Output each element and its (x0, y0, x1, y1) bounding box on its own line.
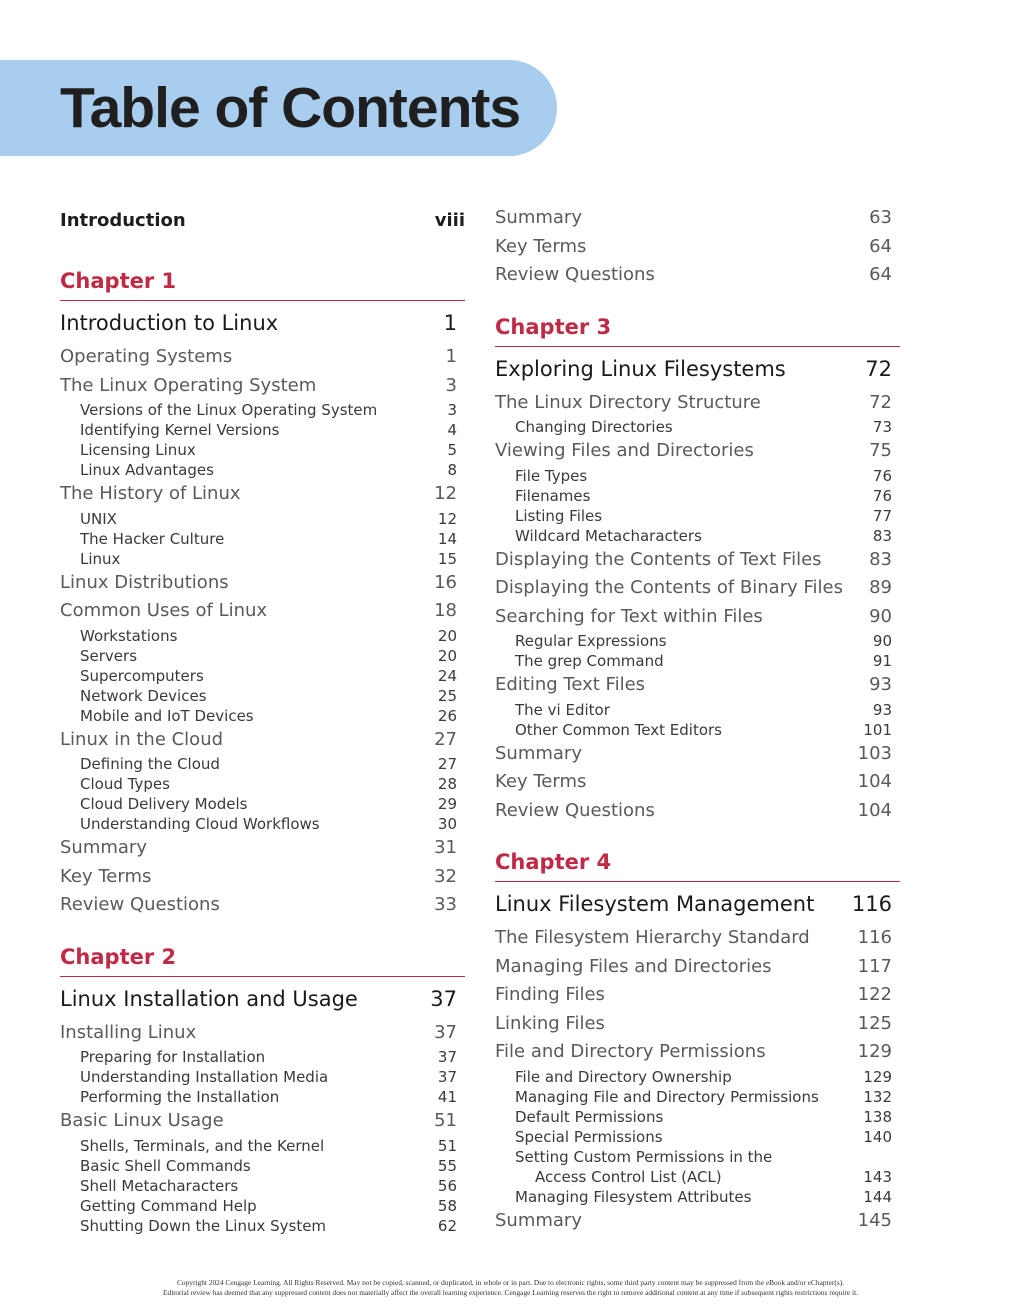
entry-page: 3 (447, 401, 457, 419)
entry-page: 83 (872, 526, 892, 545)
entry-label: Shutting Down the Linux System (80, 1216, 327, 1235)
entry-page: 62 (437, 1216, 457, 1235)
entry-page: 116 (857, 927, 892, 948)
toc-entry[interactable] (495, 437, 900, 466)
toc-entry[interactable] (495, 631, 900, 651)
toc-entry[interactable] (60, 1136, 465, 1156)
toc-entry[interactable] (495, 1127, 900, 1147)
toc-entry[interactable] (495, 526, 900, 546)
toc-entry[interactable] (60, 774, 465, 794)
toc-column-left (60, 206, 465, 1236)
toc-entry[interactable] (60, 646, 465, 666)
entry-label: Finding Files (495, 984, 605, 1005)
entry-page: 14 (437, 529, 457, 548)
entry-label: Managing File and Directory Permissions (515, 1087, 819, 1106)
entry-label: Viewing Files and Directories (495, 440, 754, 461)
entry-label: Other Common Text Editors (515, 720, 722, 739)
chapter-title: Introduction to Linux (60, 311, 279, 335)
entry-label: Summary (495, 207, 582, 228)
entry-label: Installing Linux (60, 1021, 197, 1043)
entry-page: 138 (863, 1107, 892, 1126)
chapter-title-entry[interactable] (60, 305, 465, 341)
chapter-page: 72 (865, 356, 892, 381)
entry-page: 18 (434, 600, 457, 621)
copyright-footer (0, 1278, 1021, 1298)
toc-entry[interactable] (495, 417, 900, 437)
entry-page: 73 (872, 418, 892, 436)
entry-label: Workstations (80, 626, 178, 645)
entry-page: 93 (869, 674, 892, 695)
entry-page: 3 (445, 374, 457, 396)
entry-label: Linking Files (495, 1012, 605, 1034)
toc-entry[interactable] (60, 372, 465, 401)
entry-page: 15 (437, 549, 457, 568)
entry-label: Common Uses of Linux (60, 600, 268, 621)
entry-label: Managing Files and Directories (495, 955, 772, 977)
toc-entry[interactable] (60, 440, 465, 460)
entry-label: Mobile and IoT Devices (80, 706, 254, 725)
entry-label: Basic Shell Commands (80, 1156, 251, 1175)
entry-page: 55 (437, 1156, 457, 1175)
chapter-block (60, 266, 465, 920)
toc-entry[interactable] (495, 466, 900, 486)
entry-page: 25 (437, 686, 457, 705)
entry-label: Preparing for Installation (80, 1048, 266, 1066)
entry-page: 117 (857, 955, 892, 977)
chapter-label: Chapter 4 (495, 847, 900, 882)
toc-entry[interactable] (60, 1176, 465, 1196)
toc-entry[interactable] (495, 768, 900, 797)
entry-label: The grep Command (515, 652, 664, 670)
entry-page: 29 (437, 795, 457, 813)
entry-page: 37 (434, 1021, 457, 1043)
entry-label: The Hacker Culture (80, 529, 225, 548)
toc-entry[interactable] (495, 506, 900, 526)
entry-label: Key Terms (495, 235, 587, 257)
toc-entry[interactable] (60, 1156, 465, 1176)
entry-page: 37 (437, 1048, 457, 1066)
entry-page: 64 (869, 264, 892, 285)
entry-page: 27 (434, 728, 457, 750)
entry-page: 16 (434, 571, 457, 593)
entry-label: Linux Advantages (80, 461, 214, 479)
entry-page: 145 (857, 1209, 892, 1231)
entry-page: 103 (857, 742, 892, 764)
entry-page: 132 (863, 1087, 892, 1106)
entry-page: 30 (437, 815, 457, 833)
entry-page: viii (434, 210, 465, 231)
chapter-label: Chapter 2 (60, 942, 465, 977)
entry-label: UNIX (80, 509, 117, 528)
entry-label: Linux (80, 549, 121, 568)
toc-entry[interactable] (60, 1107, 465, 1136)
toc-entry[interactable] (60, 891, 465, 920)
entry-label: Regular Expressions (515, 632, 667, 650)
page-title: Table of Contents (60, 76, 521, 140)
chapter-label: Chapter 1 (60, 266, 465, 301)
toc-entry[interactable] (495, 389, 900, 418)
entry-label: The vi Editor (515, 700, 610, 719)
entry-label: The History of Linux (60, 483, 241, 504)
chapter-title-entry[interactable] (495, 886, 900, 922)
entry-label: Cloud Delivery Models (80, 795, 248, 813)
entry-page: 26 (437, 706, 457, 725)
entry-page: 125 (857, 1012, 892, 1034)
entry-label: Identifying Kernel Versions (80, 421, 280, 439)
entry-page: 91 (872, 652, 892, 670)
entry-label: Review Questions (60, 894, 220, 915)
entry-page: 31 (434, 837, 457, 858)
toc-entry[interactable] (495, 671, 900, 700)
entry-label: Searching for Text within Files (495, 605, 763, 627)
toc-entry[interactable] (495, 486, 900, 506)
chapter-block (495, 312, 900, 826)
entry-label: Linux Distributions (60, 571, 229, 593)
entry-label: Shells, Terminals, and the Kernel (80, 1136, 325, 1155)
toc-entry[interactable] (60, 569, 465, 598)
chapter-block (60, 942, 465, 1236)
entry-label: Operating Systems (60, 346, 233, 367)
toc-entry[interactable] (60, 1047, 465, 1067)
toc-entry[interactable] (495, 1167, 900, 1187)
entry-page: 4 (447, 421, 457, 439)
entry-page: 5 (447, 441, 457, 459)
entry-label: Linux in the Cloud (60, 728, 224, 750)
entry-label: Understanding Cloud Workflows (80, 815, 320, 833)
entry-page: 76 (872, 466, 892, 485)
entry-page: 32 (434, 865, 457, 887)
entry-label: The Linux Operating System (60, 374, 317, 396)
toc-entry[interactable] (60, 480, 465, 509)
entry-label: Default Permissions (515, 1107, 664, 1126)
entry-page: 28 (437, 775, 457, 793)
entry-label: File Types (515, 466, 588, 485)
entry-page: 20 (437, 626, 457, 645)
entry-page: 8 (447, 461, 457, 479)
entry-label: Key Terms (495, 771, 587, 792)
toc-entry[interactable] (495, 1187, 900, 1207)
entry-label: The Linux Directory Structure (495, 391, 761, 413)
toc-entry[interactable] (60, 420, 465, 440)
chapter-title: Exploring Linux Filesystems (495, 356, 786, 381)
entry-label: Filenames (515, 486, 591, 505)
copyright-line-1: Copyright 2024 Cengage Learning. All Rights Reserved. May not be copied, scanned, or duplicated, in whole or in part. Due to electronic rights, some third party content may be suppressed from the eBook and/or eChapter(s). (176, 1278, 845, 1287)
toc-entry[interactable] (60, 1019, 465, 1048)
entry-page: 129 (863, 1067, 892, 1086)
entry-page: 12 (437, 509, 457, 528)
entry-page: 33 (434, 894, 457, 915)
toc-entry[interactable] (495, 574, 900, 603)
toc-entry[interactable] (495, 603, 900, 632)
entry-page: 140 (863, 1127, 892, 1146)
entry-page: 63 (869, 207, 892, 228)
entry-label: Shell Metacharacters (80, 1176, 239, 1195)
toc-entry[interactable] (60, 1196, 465, 1216)
entry-label: Review Questions (495, 264, 655, 285)
entry-label: Licensing Linux (80, 441, 196, 459)
toc-entry-introduction[interactable] (60, 206, 465, 236)
entry-page: 64 (869, 235, 892, 257)
entry-label: Setting Custom Permissions in the (515, 1147, 773, 1166)
toc-entry[interactable] (60, 666, 465, 686)
entry-page: 51 (437, 1136, 457, 1155)
entry-page: 77 (872, 506, 892, 525)
toc-entry[interactable] (60, 706, 465, 726)
entry-label: Changing Directories (515, 418, 673, 436)
entry-page: 104 (857, 771, 892, 792)
toc-entry[interactable] (60, 400, 465, 420)
entry-page: 76 (872, 486, 892, 505)
entry-page: 129 (857, 1041, 892, 1062)
entry-page: 1 (445, 346, 457, 367)
toc-entry[interactable] (60, 509, 465, 529)
entry-label: Displaying the Contents of Binary Files (495, 577, 843, 598)
entry-label: Key Terms (60, 865, 152, 887)
entry-page: 41 (437, 1088, 457, 1106)
chapter-page: 37 (430, 986, 457, 1011)
toc-entry[interactable] (495, 981, 900, 1010)
entry-label: Wildcard Metacharacters (515, 526, 702, 545)
chapter-title-entry[interactable] (495, 351, 900, 387)
entry-page: 56 (437, 1176, 457, 1195)
chapter-title: Linux Installation and Usage (60, 986, 358, 1011)
entry-page: 122 (857, 984, 892, 1005)
entry-page: 101 (863, 720, 892, 739)
entry-page: 93 (872, 700, 892, 719)
entry-page: 27 (437, 755, 457, 773)
entry-page: 72 (869, 391, 892, 413)
entry-page: 144 (863, 1187, 892, 1206)
entry-label: Cloud Types (80, 775, 170, 793)
toc-entry[interactable] (495, 1067, 900, 1087)
chapter-title-entry[interactable] (60, 981, 465, 1017)
toc-entry[interactable] (60, 863, 465, 892)
entry-label: Access Control List (ACL) (535, 1167, 722, 1186)
entry-page: 90 (869, 605, 892, 627)
entry-label: Managing Filesystem Attributes (515, 1187, 752, 1206)
toc-entry[interactable] (60, 726, 465, 755)
chapter-block (495, 847, 900, 1235)
toc-entry[interactable] (60, 1067, 465, 1087)
toc-entry[interactable] (495, 546, 900, 575)
chapter-label: Chapter 3 (495, 312, 900, 347)
toc-entry[interactable] (495, 1010, 900, 1039)
toc-entry[interactable] (60, 834, 465, 863)
entry-label: Understanding Installation Media (80, 1068, 329, 1086)
entry-label: Versions of the Linux Operating System (80, 401, 378, 419)
toc-entry[interactable] (60, 460, 465, 480)
toc-entry[interactable] (495, 1107, 900, 1127)
entry-label: Review Questions (495, 799, 655, 821)
chapter-page: 116 (851, 892, 892, 916)
toc-entry[interactable] (495, 953, 900, 982)
entry-page: 143 (863, 1167, 892, 1186)
toc-entry[interactable] (495, 204, 900, 233)
entry-page: 58 (437, 1196, 457, 1215)
toc-entry[interactable] (60, 794, 465, 814)
chapter-title: Linux Filesystem Management (495, 892, 815, 916)
entry-label: Servers (80, 646, 138, 665)
entry-label: Basic Linux Usage (60, 1110, 224, 1131)
toc-entry[interactable] (495, 797, 900, 826)
entry-label: Performing the Installation (80, 1088, 280, 1106)
entry-label: Editing Text Files (495, 674, 646, 695)
entry-label: Listing Files (515, 506, 603, 525)
entry-label: The Filesystem Hierarchy Standard (495, 927, 810, 948)
toc-entry[interactable] (495, 700, 900, 720)
entry-page: 83 (869, 548, 892, 570)
toc-entry[interactable] (495, 233, 900, 262)
toc-entry[interactable] (60, 343, 465, 372)
toc-entry[interactable] (60, 1216, 465, 1236)
entry-page: 89 (869, 577, 892, 598)
entry-page: 75 (869, 440, 892, 461)
entry-label: Summary (495, 742, 582, 764)
toc-entry[interactable] (495, 261, 900, 290)
toc-entry[interactable] (60, 529, 465, 549)
toc-entry[interactable] (495, 1207, 900, 1236)
entry-label: Special Permissions (515, 1127, 663, 1146)
toc-entry[interactable] (60, 686, 465, 706)
entry-page: 20 (437, 646, 457, 665)
toc-entry[interactable] (495, 651, 900, 671)
toc-entry[interactable] (60, 814, 465, 834)
toc-entry[interactable] (495, 740, 900, 769)
entry-label: Summary (495, 1209, 582, 1231)
entry-label: Getting Command Help (80, 1196, 257, 1215)
entry-label: Displaying the Contents of Text Files (495, 548, 822, 570)
toc-entry[interactable] (60, 1087, 465, 1107)
toc-entry[interactable] (60, 754, 465, 774)
entry-label: Supercomputers (80, 666, 204, 685)
toc-entry[interactable] (495, 1038, 900, 1067)
toc-entry[interactable] (60, 549, 465, 569)
toc-entry[interactable] (495, 1147, 900, 1167)
entry-page: 104 (857, 799, 892, 821)
toc-entry[interactable] (60, 626, 465, 646)
toc-entry[interactable] (495, 924, 900, 953)
entry-page: 90 (872, 632, 892, 650)
entry-label: Network Devices (80, 686, 207, 705)
entry-label: Introduction (60, 210, 186, 231)
entry-page: 37 (437, 1068, 457, 1086)
entry-label: File and Directory Ownership (515, 1067, 732, 1086)
entry-label: File and Directory Permissions (495, 1041, 766, 1062)
toc-column-right (495, 204, 900, 1235)
entry-page: 24 (437, 666, 457, 685)
copyright-line-2: Editorial review has deemed that any suppressed content does not materially affect the overall learning experience. Cengage Learning reserves the right to remove additional content at any time if subsequent rights restrictions require it. (163, 1288, 858, 1297)
entry-page: 51 (434, 1110, 457, 1131)
toc-entry[interactable] (495, 720, 900, 740)
entry-page: 12 (434, 483, 457, 504)
chapter-page: 1 (443, 311, 457, 335)
entry-label: Summary (60, 837, 147, 858)
toc-entry[interactable] (495, 1087, 900, 1107)
entry-label: Defining the Cloud (80, 755, 220, 773)
toc-entry[interactable] (60, 597, 465, 626)
